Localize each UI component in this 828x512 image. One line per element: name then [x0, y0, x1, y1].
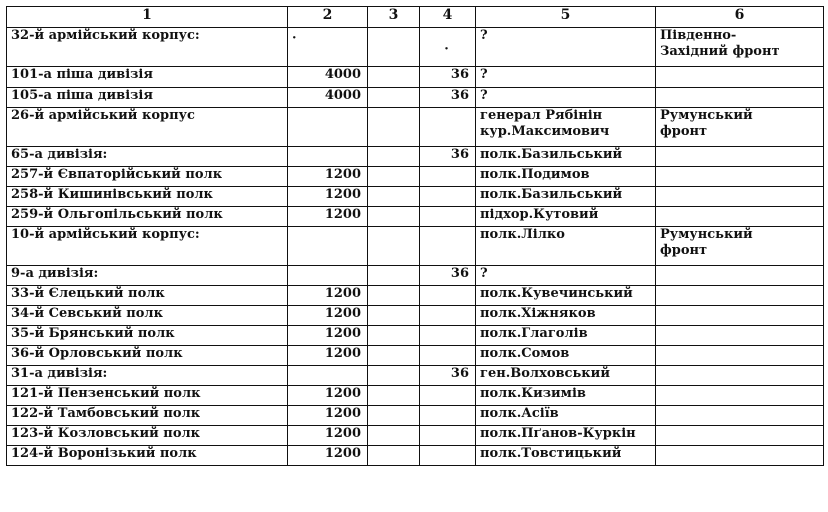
- document-table: [6, 6, 824, 466]
- unit-name-cell: 123-й Козловський полк: [7, 426, 288, 446]
- column-4-cell: [420, 406, 476, 426]
- column-4-cell: [420, 446, 476, 466]
- column-4-cell: 36: [420, 67, 476, 88]
- commander-cell: ?: [476, 88, 656, 108]
- column-3-cell: [368, 147, 420, 167]
- strength-cell: 1200: [288, 187, 368, 207]
- column-4-cell: [420, 207, 476, 227]
- front-cell: [656, 108, 824, 147]
- strength-cell: 1200: [288, 346, 368, 366]
- unit-name-cell: 122-й Тамбовський полк: [7, 406, 288, 426]
- table-row: [7, 306, 824, 326]
- unit-name-cell: 35-й Брянський полк: [7, 326, 288, 346]
- column-4-cell: 36: [420, 266, 476, 286]
- strength-cell: 1200: [288, 326, 368, 346]
- front-cell: [656, 326, 824, 346]
- table-row: [7, 227, 824, 266]
- commander-cell: ?: [476, 28, 656, 67]
- strength-cell: [288, 266, 368, 286]
- strength-cell: 1200: [288, 446, 368, 466]
- column-4-cell: [420, 187, 476, 207]
- table-row: [7, 326, 824, 346]
- strength-cell: 4000: [288, 88, 368, 108]
- column-header: 3: [368, 7, 420, 28]
- unit-name-cell: 259-й Ольгопільський полк: [7, 207, 288, 227]
- commander-cell: ?: [476, 266, 656, 286]
- commander-cell: полк.Товстицький: [476, 446, 656, 466]
- column-4-cell: [420, 167, 476, 187]
- unit-name-cell: 105-а піша дивізія: [7, 88, 288, 108]
- cell-line: Румунський: [660, 108, 753, 123]
- commander-cell: полк.Пґанов-Куркін: [476, 426, 656, 446]
- column-header: 1: [7, 7, 288, 28]
- strength-cell: 1200: [288, 426, 368, 446]
- column-3-cell: [368, 386, 420, 406]
- table-row: [7, 147, 824, 167]
- commander-cell: полк.Базильський: [476, 147, 656, 167]
- column-3-cell: [368, 426, 420, 446]
- unit-name-cell: 36-й Орловський полк: [7, 346, 288, 366]
- column-4-cell: [420, 28, 476, 67]
- table-body: [7, 28, 824, 466]
- front-cell: [656, 207, 824, 227]
- cell-line: Західний фронт: [660, 44, 780, 59]
- commander-cell: полк.Кизимів: [476, 386, 656, 406]
- table-row: [7, 88, 824, 108]
- column-3-cell: [368, 28, 420, 67]
- table-row: [7, 386, 824, 406]
- column-4-cell: 36: [420, 147, 476, 167]
- table-row: [7, 28, 824, 67]
- strength-cell: [288, 108, 368, 147]
- table-row: [7, 406, 824, 426]
- strength-cell: [288, 227, 368, 266]
- commander-cell: полк.Лілко: [476, 227, 656, 266]
- table-row: [7, 366, 824, 386]
- cell-line: Південно-: [660, 28, 737, 43]
- commander-cell: полк.Сомов: [476, 346, 656, 366]
- strength-cell: 1200: [288, 207, 368, 227]
- commander-cell: [476, 108, 656, 147]
- column-3-cell: [368, 227, 420, 266]
- column-header: 6: [656, 7, 824, 28]
- commander-cell: ген.Волховський: [476, 366, 656, 386]
- column-header: 2: [288, 7, 368, 28]
- strength-cell: 1200: [288, 386, 368, 406]
- table-row: [7, 167, 824, 187]
- column-3-cell: [368, 108, 420, 147]
- unit-name-cell: 26-й армійський корпус: [7, 108, 288, 147]
- column-3-cell: [368, 266, 420, 286]
- column-3-cell: [368, 88, 420, 108]
- table-row: [7, 286, 824, 306]
- strength-cell: [288, 28, 368, 67]
- table-row: [7, 446, 824, 466]
- column-4-cell: [420, 346, 476, 366]
- front-cell: [656, 366, 824, 386]
- commander-cell: полк.Базильський: [476, 187, 656, 207]
- strength-cell: 4000: [288, 67, 368, 88]
- column-4-cell: [420, 306, 476, 326]
- column-3-cell: [368, 406, 420, 426]
- column-3-cell: [368, 286, 420, 306]
- front-cell: [656, 406, 824, 426]
- unit-name-cell: 101-а піша дивізія: [7, 67, 288, 88]
- column-3-cell: [368, 187, 420, 207]
- table-row: [7, 426, 824, 446]
- cell-line: кур.Максимович: [480, 124, 610, 139]
- table-row: [7, 67, 824, 88]
- column-3-cell: [368, 366, 420, 386]
- commander-cell: підхор.Кутовий: [476, 207, 656, 227]
- front-cell: [656, 167, 824, 187]
- front-cell: [656, 187, 824, 207]
- front-cell: [656, 386, 824, 406]
- dot-mark: ·: [292, 31, 297, 46]
- unit-name-cell: 33-й Єлецький полк: [7, 286, 288, 306]
- column-4-cell: [420, 426, 476, 446]
- unit-name-cell: 31-а дивізія:: [7, 366, 288, 386]
- unit-name-cell: 258-й Кишинівський полк: [7, 187, 288, 207]
- unit-name-cell: 257-й Євпаторійський полк: [7, 167, 288, 187]
- column-header: 4: [420, 7, 476, 28]
- strength-cell: 1200: [288, 286, 368, 306]
- cell-line: фронт: [660, 124, 708, 139]
- unit-name-cell: 121-й Пензенський полк: [7, 386, 288, 406]
- unit-name-cell: 65-а дивізія:: [7, 147, 288, 167]
- front-cell: [656, 266, 824, 286]
- column-3-cell: [368, 167, 420, 187]
- column-4-cell: [420, 227, 476, 266]
- front-cell: [656, 67, 824, 88]
- column-3-cell: [368, 326, 420, 346]
- strength-cell: 1200: [288, 167, 368, 187]
- column-header: 5: [476, 7, 656, 28]
- strength-cell: 1200: [288, 306, 368, 326]
- column-4-cell: [420, 386, 476, 406]
- table-row: [7, 346, 824, 366]
- strength-cell: 1200: [288, 406, 368, 426]
- cell-line: генерал Рябінін: [480, 108, 603, 123]
- front-cell: [656, 426, 824, 446]
- front-cell: [656, 147, 824, 167]
- unit-name-cell: 9-а дивізія:: [7, 266, 288, 286]
- front-cell: [656, 28, 824, 67]
- commander-cell: полк.Асіїв: [476, 406, 656, 426]
- commander-cell: полк.Подимов: [476, 167, 656, 187]
- commander-cell: ?: [476, 67, 656, 88]
- column-3-cell: [368, 446, 420, 466]
- unit-name-cell: 10-й армійський корпус:: [7, 227, 288, 266]
- column-3-cell: [368, 306, 420, 326]
- commander-cell: полк.Глаголів: [476, 326, 656, 346]
- unit-name-cell: 32-й армійський корпус:: [7, 28, 288, 67]
- column-4-cell: [420, 108, 476, 147]
- column-3-cell: [368, 207, 420, 227]
- dot-mark: ·: [444, 42, 449, 57]
- front-cell: [656, 227, 824, 266]
- strength-cell: [288, 366, 368, 386]
- front-cell: [656, 88, 824, 108]
- front-cell: [656, 346, 824, 366]
- column-4-cell: 36: [420, 88, 476, 108]
- front-cell: [656, 306, 824, 326]
- column-4-cell: [420, 326, 476, 346]
- commander-cell: полк.Кувечинський: [476, 286, 656, 306]
- strength-cell: [288, 147, 368, 167]
- table-row: [7, 207, 824, 227]
- front-cell: [656, 446, 824, 466]
- column-3-cell: [368, 67, 420, 88]
- table-row: [7, 266, 824, 286]
- cell-line: фронт: [660, 243, 708, 258]
- table-row: [7, 187, 824, 207]
- column-4-cell: 36: [420, 366, 476, 386]
- column-3-cell: [368, 346, 420, 366]
- header-row: [7, 7, 824, 28]
- front-cell: [656, 286, 824, 306]
- column-4-cell: [420, 286, 476, 306]
- unit-name-cell: 34-й Севський полк: [7, 306, 288, 326]
- commander-cell: полк.Хіжняков: [476, 306, 656, 326]
- unit-name-cell: 124-й Воронізький полк: [7, 446, 288, 466]
- cell-line: Румунський: [660, 227, 753, 242]
- table-row: [7, 108, 824, 147]
